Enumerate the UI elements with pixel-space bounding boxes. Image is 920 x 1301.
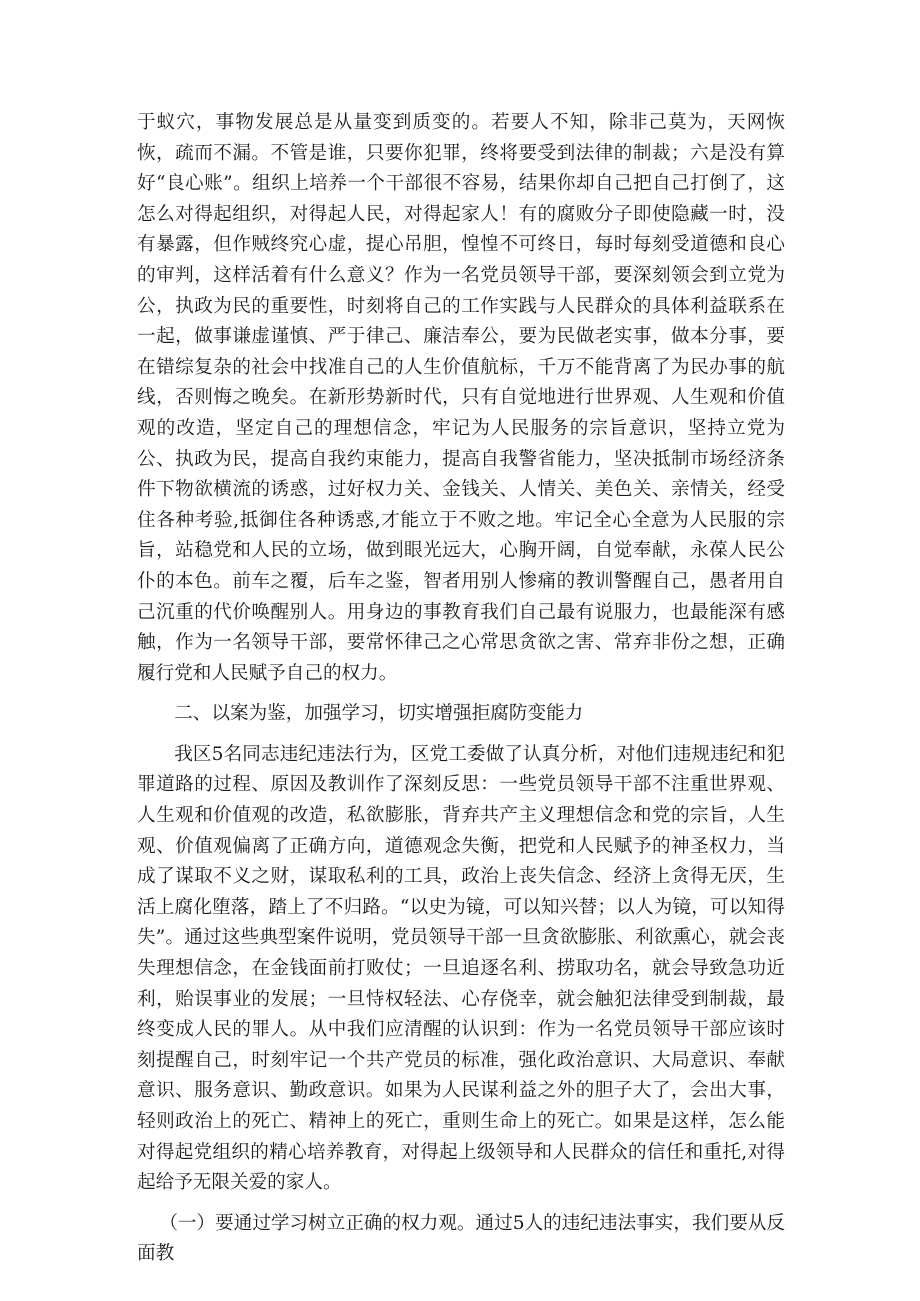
section-heading-2: 二、以案为鉴，加强学习，切实增强拒腐防变能力 (174, 703, 584, 725)
body-paragraph-continued: 于蚁穴，事物发展总是从量变到质变的。若要人不知，除非己莫为，天网恢恢，疏而不漏。不管是谁，只要你犯罪，终将要受到法律的制裁；六是没有算好“良心账”。组织上培养一个干部很不容易，结果你却自己把自己打倒了，这怎么对得起组织，对得起人民，对得起家人！有的腐败分子即使隐藏一时，没有暴露，但作贼终究心虚，提心吊胆，惶惶不可终日，每时每刻受道德和良心的审判，这样活着有什么意义？作为一名党员领导干部，要深刻领会到立党为公，执政为民的重要性，时刻将自己的工作实践与人民群众的具体利益联系在一起，做事谦虚谨慎、严于律己、廉洁奉公，要为民做老实事，做本分事，要在错综复杂的社会中找准自己的人生价值航标，千万不能背离了为民办事的航线，否则悔之晚矣。在新形势新时代，只有自觉地进行世界观、人生观和价值观的改造，坚定自己的理想信念，牢记为人民服务的宗旨意识，坚持立党为公、执政为民，提高自我约束能力，提高自我警省能力，坚决抵制市场经济条件下物欲横流的诱惑，过好权力关、金钱关、人情关、美色关、亲情关，经受住各种考验,抵御住各种诱惑,才能立于不败之地。牢记全心全意为人民服的宗旨，站稳党和人民的立场，做到眼光远大，心胸开阔，自觉奉献，永葆人民公仆的本色。前车之覆，后车之鉴，智者用别人惨痛的教训警醒自己，愚者用自己沉重的代价唤醒别人。用身边的事教育我们自己最有说服力，也最能深有感触，作为一名领导干部，要常怀律己之心常思贪欲之害、常弃非份之想，正确履行党和人民赋予自己的权力。 (137, 112, 785, 684)
body-paragraph: 我区5名同志违纪违法行为，区党工委做了认真分析，对他们违规违纪和犯罪道路的过程、原因及教训作了深刻反思：一些党员领导干部不注重世界观、人生观和价值观的改造，私欲膨胀，背弃共产主义理想信念和党的宗旨，人生观、价值观偏离了正确方向，道德观念失衡，把党和人民赋予的神圣权力，当成了谋取不义之财，谋取私利的工具，政治上丧失信念、经济上贪得无厌，生活上腐化堕落，踏上了不归路。“以史为镜，可以知兴替；以人为镜，可以知得失”。通过这些典型案件说明，党员领导干部一旦贪欲膨胀、利欲熏心，就会丧失理想信念，在金钱面前打败仗；一旦追逐名利、捞取功名，就会导致急功近利，贻误事业的发展；一旦恃权轻法、心存侥幸，就会触犯法律受到制裁，最终变成人民的罪人。从中我们应清醒的认识到：作为一名党员领导干部应该时刻提醒自己，时刻牢记一个共产党员的标准，强化政治意识、大局意识、奉献意识、服务意识、勤政意识。如果为人民谋利益之外的胆子大了，会出大事，轻则政治上的死亡、精神上的死亡，重则生命上的死亡。如果是这样，怎么能对得起党组织的精心培养教育，对得起上级领导和人民群众的信任和重托,对得起给予无限关爱的家人。 (137, 743, 785, 1194)
subsection-paragraph: （一）要通过学习树立正确的权力观。通过5人的违纪违法事实，我们要从反面教 (137, 1212, 785, 1265)
document-page (137, 108, 785, 1270)
